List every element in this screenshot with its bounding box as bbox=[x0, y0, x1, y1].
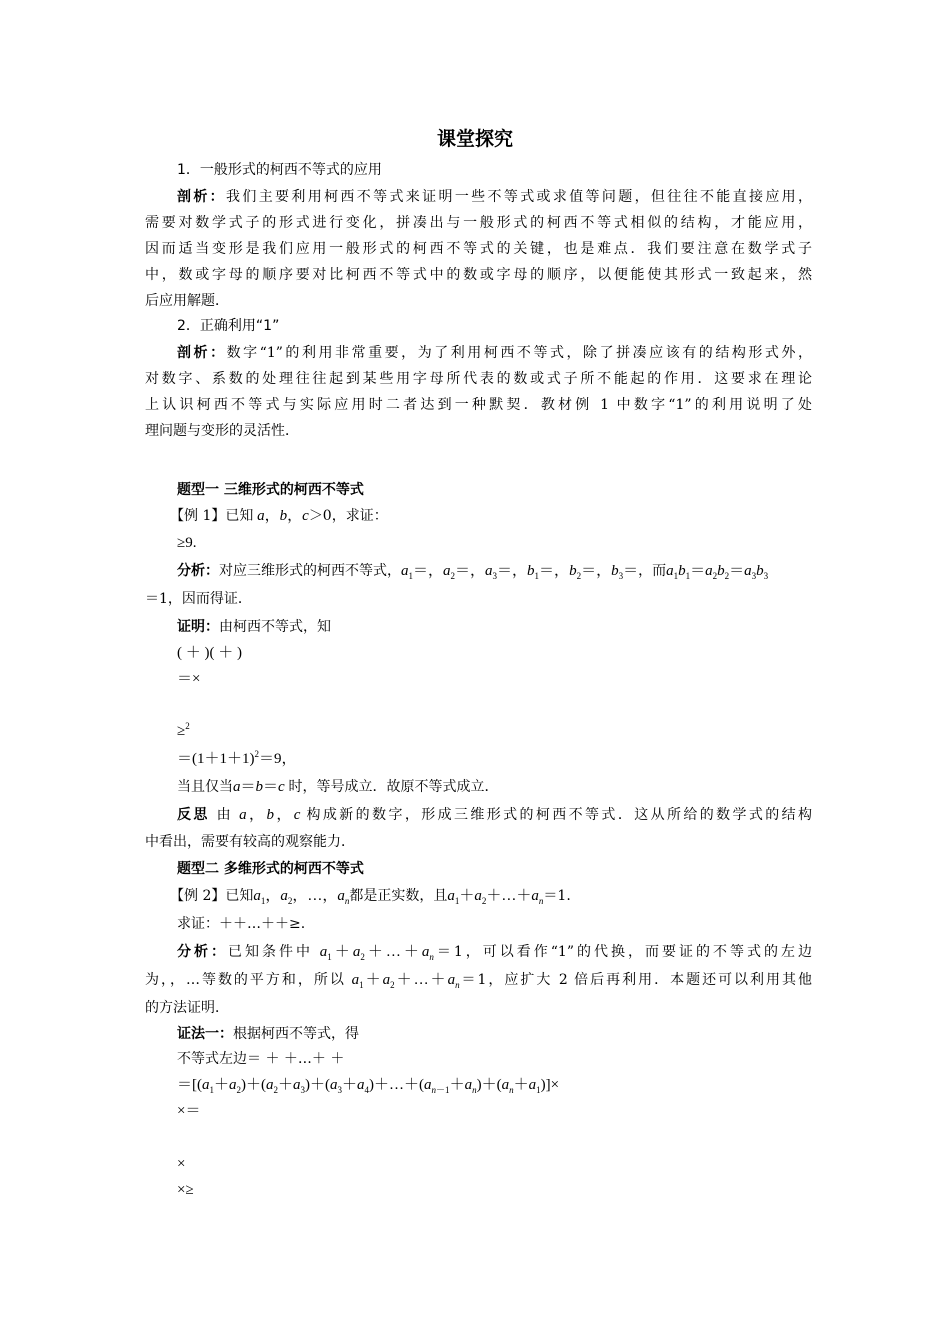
method-1-line-5: × bbox=[177, 1156, 186, 1172]
proof-1-line-4: ≥$^2$ bbox=[177, 721, 190, 739]
analysis-1-line-4: 中，数或字母的顺序要对比柯西不等式中的数或字母的顺序，以便能使其形式一致起来，然 bbox=[145, 267, 812, 283]
method-1-line-3: $=[(a_1+a_2)+(a_2+a_3)+(a_3+a_4)+\dots+(a_{n-1}+a_n)+(a_n+a_1)]\times$ bbox=[177, 1077, 560, 1095]
page-title: 课堂探究 bbox=[436, 128, 513, 150]
example-2-statement: 【例 2】已知$a_1$，$a_2$，…，$a_n$都是正实数，且$a_1+a_2+\dots+a_n=1$. bbox=[170, 888, 571, 906]
method-1-line-6: ×≥ bbox=[177, 1182, 194, 1198]
reflection-line-2: 中看出，需要有较高的观察能力． bbox=[145, 834, 355, 850]
analysis-4-line-3: 的方法证明． bbox=[145, 1000, 229, 1016]
analysis-1-line-1: 剖析：我们主要利用柯西不等式来证明一些不等式或求值等问题，但往往不能直接应用， bbox=[177, 189, 813, 205]
method-1-line-4: ×＝ bbox=[177, 1103, 201, 1119]
reflection-line-1: 反思 由 a，b，c 构成新的数字，形成三维形式的柯西不等式．这从所给的数学式的结构 bbox=[177, 807, 813, 823]
example-1-statement: 【例 1】已知 a，b，c＞0，求证： bbox=[170, 508, 388, 524]
analysis-2-line-2: 对数字、系数的处理往往起到某些用字母所代表的数或式子所不能起的作用．这要求在理论 bbox=[145, 371, 812, 387]
analysis-2-line-4: 理问题与变形的灵活性． bbox=[145, 423, 299, 439]
analysis-label: 剖析： bbox=[177, 189, 227, 205]
analysis-2-line-1: 剖析：数字“1”的利用非常重要，为了利用柯西不等式，除了拼凑应该有的结构形式外， bbox=[177, 345, 812, 361]
analysis-1-line-2: 需要对数学式子的形式进行变化，拼凑出与一般形式的柯西不等式相似的结构，才能应用， bbox=[145, 215, 812, 231]
proof-1-line-1: 证明：由柯西不等式，知 bbox=[177, 619, 331, 635]
analysis-1-line-3: 因而适当变形是我们应用一般形式的柯西不等式的关键，也是难点．我们要注意在数学式子 bbox=[145, 241, 812, 257]
analysis-3-line-1: 分析：对应三维形式的柯西不等式，$a_1=$，$a_2=$，$a_3=$，$b_1=$，$b_2=$，$b_3=$，而$a_1b_1=a_2b_2=a_3b_3$ bbox=[177, 563, 769, 581]
analysis-3-line-2: ＝1，因而得证． bbox=[145, 591, 252, 607]
proof-1-line-5: $=(1+1+1)^2=9$， bbox=[177, 749, 297, 767]
example-2-claim: 求证：＋＋…＋＋≥. bbox=[177, 916, 306, 932]
example-1-label: 【例 1】 bbox=[170, 508, 226, 524]
analysis-1-line-5: 后应用解题． bbox=[145, 293, 229, 309]
analysis-label: 剖析： bbox=[177, 345, 227, 361]
reflection-label: 反思 bbox=[177, 807, 210, 823]
analysis-4-line-2: 为，，…等数的平方和，所以 $a_1+a_2+\dots+a_n=1$，应扩大 2 倍后再利用．本题还可以利用其他 bbox=[145, 972, 813, 990]
proof-1-line-2: ( ＋ )( ＋ ) bbox=[177, 645, 242, 661]
example-1-result: ≥9. bbox=[177, 535, 197, 551]
proof-1-line-6: 当且仅当a＝b＝c 时，等号成立．故原不等式成立． bbox=[177, 779, 499, 795]
section-2-heading: 2．正确利用“1” bbox=[177, 318, 280, 334]
type-1-heading: 题型一 三维形式的柯西不等式 bbox=[177, 482, 364, 498]
proof-1-line-3: ＝× bbox=[177, 671, 201, 687]
example-2-label: 【例 2】 bbox=[170, 888, 226, 904]
method-1-line-1: 证法一：根据柯西不等式，得 bbox=[177, 1026, 359, 1042]
analysis-2-line-3: 上认识柯西不等式与实际应用时二者达到一种默契．教材例 1 中数字“1”的利用说明了处 bbox=[145, 397, 812, 413]
section-1-heading: 1．一般形式的柯西不等式的应用 bbox=[177, 162, 382, 178]
analysis-4-line-1: 分析：已知条件中 $a_1+a_2+\dots+a_n=1$，可以看作“1”的代换，而要证的不等式的左边 bbox=[177, 944, 813, 962]
type-2-heading: 题型二 多维形式的柯西不等式 bbox=[177, 861, 364, 877]
method-1-line-2: 不等式左边＝ ＋ ＋…＋ ＋ bbox=[177, 1051, 345, 1067]
